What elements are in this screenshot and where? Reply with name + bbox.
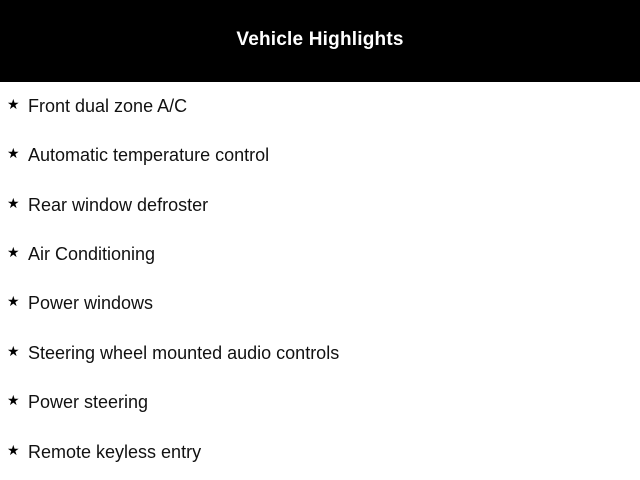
- star-icon: ★: [7, 145, 20, 161]
- star-icon: ★: [7, 96, 20, 112]
- list-item-label: Air Conditioning: [28, 244, 156, 264]
- list-item-label: Remote keyless entry: [28, 442, 202, 462]
- star-icon: ★: [7, 244, 20, 260]
- star-icon: ★: [7, 392, 20, 408]
- list-item-label: Automatic temperature control: [28, 145, 270, 165]
- highlights-header: [0, 0, 640, 82]
- page-title: Vehicle Highlights: [236, 29, 404, 50]
- star-icon: ★: [7, 293, 20, 309]
- star-icon: ★: [7, 442, 20, 458]
- star-icon: ★: [7, 343, 20, 359]
- list-item-label: Power windows: [28, 293, 154, 313]
- list-item-label: Rear window defroster: [28, 195, 209, 215]
- star-icon: ★: [7, 195, 20, 211]
- list-item-label: Power steering: [28, 392, 149, 412]
- list-item-label: Steering wheel mounted audio controls: [28, 343, 340, 363]
- list-item-label: Front dual zone A/C: [28, 96, 188, 116]
